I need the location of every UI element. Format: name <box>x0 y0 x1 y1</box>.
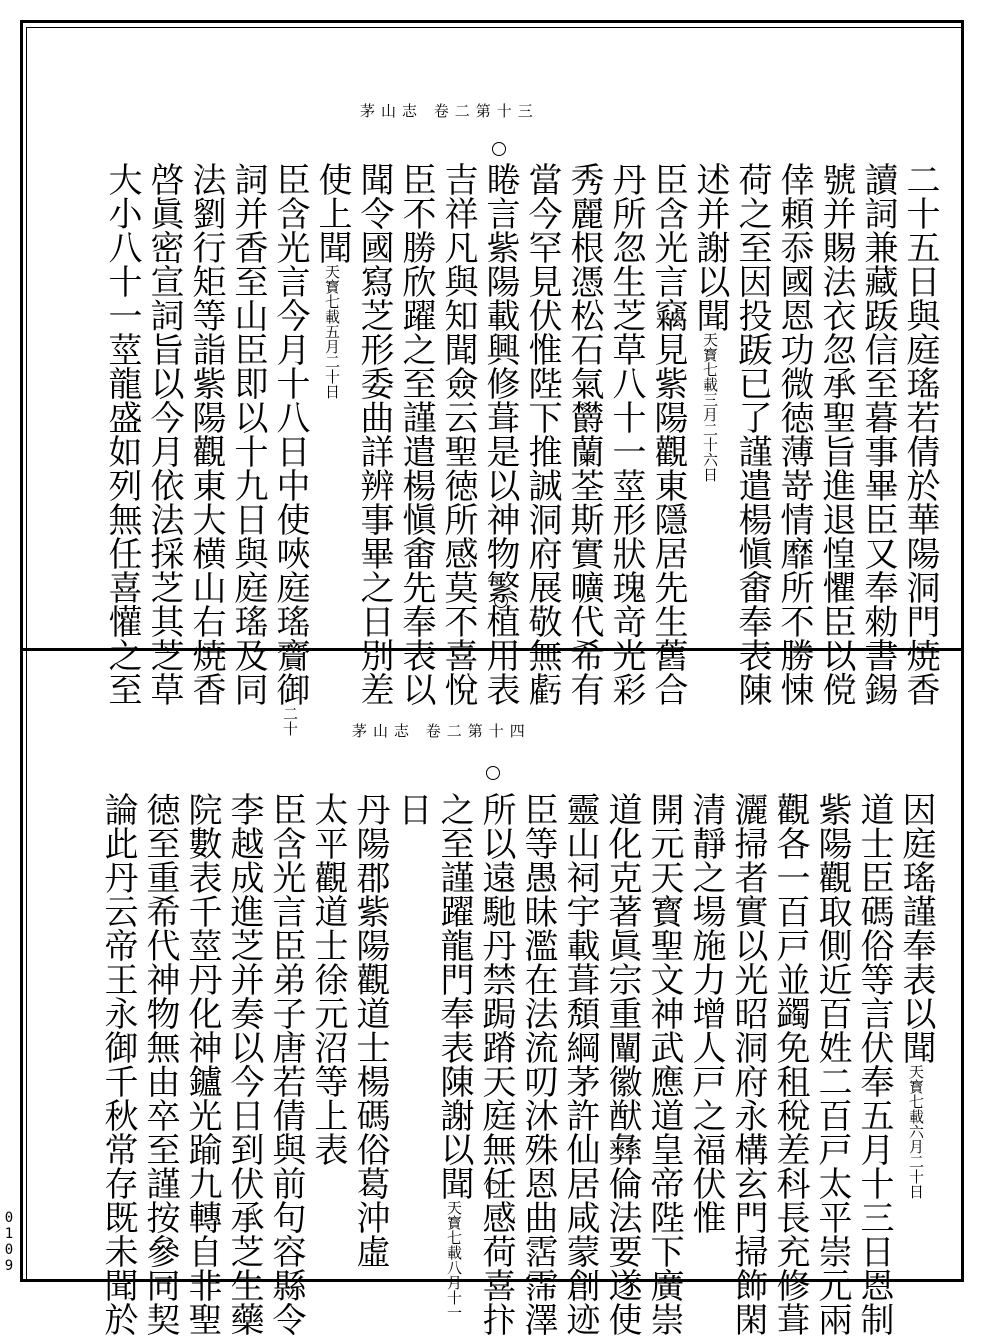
top-column-text: 述并謝以聞 <box>690 162 730 332</box>
top-column <box>228 162 268 706</box>
top-column-text: 號并賜法衣忽承聖旨進退惶懼臣以傥 <box>816 162 856 706</box>
bottom-column-text: 灑掃者實以光昭洞府永構玄門掃飾閑 <box>728 792 768 1336</box>
bottom-column-text: 所以遠馳丹禁跼蹐天庭無任感荷喜抃 <box>476 792 516 1336</box>
top-column <box>816 162 856 706</box>
top-column-note: 天寳七載三月二十六日 <box>701 332 719 482</box>
bottom-column-text: 日 <box>392 792 432 826</box>
bottom-column-text: 太平觀道士徐元沼等上表 <box>308 792 348 1166</box>
bottom-column <box>266 792 306 1336</box>
bottom-column <box>434 792 474 1320</box>
bottom-column-text: 清靜之場施力增人戸之福伏惟 <box>686 792 726 1234</box>
top-column-text: 使上聞 <box>312 162 352 264</box>
top-column-text: 臣含光言竊見紫陽觀東隱居先生舊合 <box>648 162 688 706</box>
top-column <box>522 162 562 706</box>
bottom-column-text: 徳至重希代神物無由卒至謹按參同契 <box>140 792 180 1336</box>
top-column <box>396 162 436 706</box>
top-column-text: 丹所忽生芝草八十一莖形狀瑰竒光彩 <box>606 162 646 706</box>
top-column <box>690 162 730 482</box>
bottom-column <box>728 792 768 1336</box>
page-number: 0109 <box>1 1210 17 1274</box>
bottom-column <box>686 792 726 1234</box>
top-column <box>606 162 646 706</box>
top-column-text: 臣不勝欣躍之至謹遣楊愼畬先奉表以 <box>396 162 436 706</box>
bottom-column-text: 因庭瑤謹奉表以聞 <box>896 792 936 1064</box>
bottom-column-text: 靈山祠宇載葺頽綱茅許仙居咸蒙創迹 <box>560 792 600 1336</box>
bottom-column-note: 天寳七載六月二十日 <box>907 1064 925 1199</box>
top-column <box>648 162 688 706</box>
top-column <box>102 162 142 706</box>
bottom-column <box>224 792 264 1336</box>
bottom-column <box>560 792 600 1336</box>
bottom-column <box>518 792 558 1336</box>
bottom-column <box>854 792 894 1336</box>
top-column <box>564 162 604 706</box>
top-circle-marker <box>492 142 506 156</box>
bottom-column-text: 觀各一百戸並蠲免租稅差科長充修葺 <box>770 792 810 1336</box>
bottom-column <box>350 792 390 1268</box>
bottom-header <box>352 720 531 741</box>
top-column <box>354 162 394 706</box>
bottom-column <box>476 792 516 1336</box>
bottom-column-text: 院數表千莖丹化神鑪光踰九轉自非聖 <box>182 792 222 1336</box>
top-column <box>144 162 184 706</box>
top-column <box>480 162 520 706</box>
top-column-text: 荷之至因投䟦已了謹遣楊愼畬奉表陳 <box>732 162 772 706</box>
top-column-text: 臣含光言今月十八日中使唊庭瑤齎御 <box>270 162 310 706</box>
bottom-column-text: 之至謹躍龍門奉表陳謝以聞 <box>434 792 474 1200</box>
bottom-column-text: 道化克著眞宗重闡徽猷彝倫法要遂使 <box>602 792 642 1336</box>
bottom-header-text: 茅山志 卷二第十四 <box>352 722 531 740</box>
top-column <box>900 162 940 706</box>
top-column <box>186 162 226 706</box>
top-column-note: 天寳七載五月二十日 <box>323 264 341 399</box>
bottom-column-text: 丹陽郡紫陽觀道士楊碼俗葛沖虛 <box>350 792 390 1268</box>
top-column-text: 詞并香至山臣即以十九日與庭瑤及同 <box>228 162 268 706</box>
bottom-column <box>392 792 432 826</box>
bottom-column <box>98 792 138 1336</box>
top-column <box>438 162 478 706</box>
top-column-text: 法劉行矩等詣紫陽觀東大横山右焼香 <box>186 162 226 706</box>
bottom-column <box>602 792 642 1336</box>
top-column-note: 二十 <box>281 706 299 736</box>
top-column-text: 二十五日與庭瑤若倩於華陽洞門焼香 <box>900 162 940 706</box>
bottom-column-note: 天寳七載八月十一 <box>445 1200 463 1320</box>
top-column-text: 當今罕見伏惟陛下推誠洞府展敬無虧 <box>522 162 562 706</box>
bottom-column <box>140 792 180 1336</box>
top-column-text: 聞令國寫芝形委曲詳辨事畢之日別差 <box>354 162 394 706</box>
top-header <box>360 100 539 121</box>
top-column-text: 睠言紫陽載興修葺是以神物繁植用表 <box>480 162 520 706</box>
top-column-text: 秀麗根憑松石氣欝蘭荃斯實曠代希有 <box>564 162 604 706</box>
top-column-text: 讀詞兼藏䟦信至暮事畢臣又奉勑書錫 <box>858 162 898 706</box>
top-column <box>774 162 814 706</box>
top-column <box>270 162 310 736</box>
bottom-column <box>308 792 348 1166</box>
bottom-column <box>896 792 936 1199</box>
bottom-column-text: 李越成進芝并奏以今日到伏承芝生藥 <box>224 792 264 1336</box>
bottom-column <box>812 792 852 1336</box>
top-header-text: 茅山志 卷二第十三 <box>360 102 539 120</box>
bottom-column <box>644 792 684 1336</box>
bottom-column <box>182 792 222 1336</box>
bottom-circle-marker <box>486 766 500 780</box>
bottom-column-text: 論此丹云帝王永御千秋常存既未聞於 <box>98 792 138 1336</box>
top-column-text: 大小八十一莖龍盛如列無任喜懽之至 <box>102 162 142 706</box>
top-column-text: 吉祥凡與知聞僉云聖徳所感莫不喜悅 <box>438 162 478 706</box>
bottom-column-text: 臣等愚昧濫在法流叨沐殊恩曲霑霈澤 <box>518 792 558 1336</box>
bottom-column-text: 紫陽觀取側近百姓二百戸太平崇元兩 <box>812 792 852 1336</box>
top-column <box>732 162 772 706</box>
top-column-text: 啓眞密宣詞旨以今月依法採芝其芝草 <box>144 162 184 706</box>
bottom-column-text: 臣含光言臣弟子唐若倩與前句容縣令 <box>266 792 306 1336</box>
top-column <box>858 162 898 706</box>
bottom-column-text: 開元天寳聖文神武應道皇帝陛下廣崇 <box>644 792 684 1336</box>
top-column <box>312 162 352 399</box>
bottom-column-text: 道士臣碼俗等言伏奉五月十三日恩制 <box>854 792 894 1336</box>
top-column-text: 倖頼忝國恩功微徳薄嵜情靡所不勝悚 <box>774 162 814 706</box>
bottom-column <box>770 792 810 1336</box>
